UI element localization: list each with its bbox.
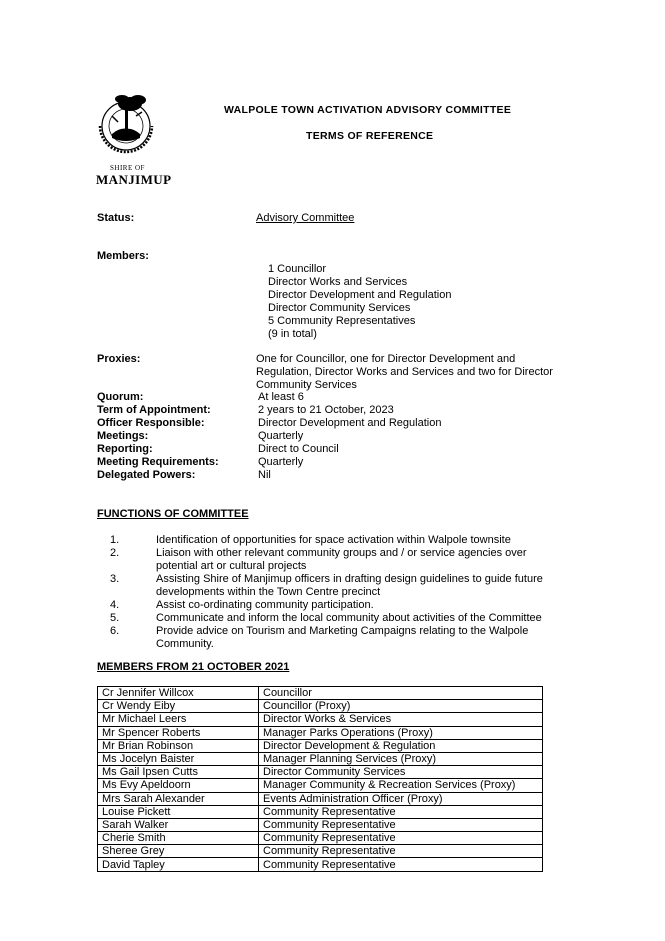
function-number: 6. bbox=[110, 625, 120, 637]
members-table bbox=[97, 686, 543, 872]
meetings-value: Quarterly bbox=[258, 430, 304, 442]
member-name: Louise Pickett bbox=[98, 805, 259, 818]
table-row bbox=[98, 739, 543, 752]
table-row bbox=[98, 805, 543, 818]
table-row bbox=[98, 752, 543, 765]
members-table-heading: MEMBERS FROM 21 OCTOBER 2021 bbox=[97, 661, 290, 673]
meetings-label: Meetings: bbox=[97, 430, 149, 442]
function-item bbox=[110, 625, 550, 651]
member-name: Cr Jennifer Willcox bbox=[98, 687, 259, 700]
member-name: Sarah Walker bbox=[98, 818, 259, 831]
members-label: Members: bbox=[97, 250, 149, 262]
functions-heading: FUNCTIONS OF COMMITTEE bbox=[97, 508, 249, 520]
member-name: Sheree Grey bbox=[98, 845, 259, 858]
proxies-line: Regulation, Director Works and Services and two for Director bbox=[256, 366, 553, 378]
member-role: Community Representative bbox=[259, 805, 543, 818]
function-text: potential art or cultural projects bbox=[156, 560, 307, 572]
member-role: Community Representative bbox=[259, 845, 543, 858]
member-role: Director Works & Services bbox=[259, 713, 543, 726]
table-row bbox=[98, 687, 543, 700]
details-values bbox=[258, 391, 441, 482]
function-text: Identification of opportunities for space activation within Walpole townsite bbox=[156, 534, 511, 546]
table-row bbox=[98, 700, 543, 713]
function-number: 4. bbox=[110, 599, 120, 611]
member-role: Manager Parks Operations (Proxy) bbox=[259, 726, 543, 739]
function-item bbox=[110, 534, 550, 547]
members-item: Director Development and Regulation bbox=[268, 289, 452, 301]
details-labels bbox=[97, 391, 219, 482]
table-row bbox=[98, 832, 543, 845]
shire-logo bbox=[92, 86, 176, 186]
page-title: WALPOLE TOWN ACTIVATION ADVISORY COMMITTEE bbox=[224, 104, 512, 116]
member-role: Councillor (Proxy) bbox=[259, 700, 543, 713]
quorum-value: At least 6 bbox=[258, 391, 304, 403]
table-row bbox=[98, 779, 543, 792]
term-label: Term of Appointment: bbox=[97, 404, 211, 416]
status-value: Advisory Committee bbox=[256, 212, 355, 224]
member-role: Manager Community & Recreation Services (Proxy) bbox=[259, 779, 543, 792]
function-number: 5. bbox=[110, 612, 120, 624]
member-role: Councillor bbox=[259, 687, 543, 700]
member-name: Ms Evy Apeldoorn bbox=[98, 779, 259, 792]
meeting-requirements-value: Quarterly bbox=[258, 456, 304, 468]
member-name: Mr Brian Robinson bbox=[98, 739, 259, 752]
member-role: Director Development & Regulation bbox=[259, 739, 543, 752]
member-role: Director Community Services bbox=[259, 766, 543, 779]
officer-value: Director Development and Regulation bbox=[258, 417, 442, 429]
function-item bbox=[110, 573, 550, 599]
member-name: Cherie Smith bbox=[98, 832, 259, 845]
logo-shire-of-text: SHIRE OF bbox=[110, 164, 145, 172]
table-row bbox=[98, 792, 543, 805]
proxies-line: Community Services bbox=[256, 379, 357, 391]
member-role: Community Representative bbox=[259, 818, 543, 831]
member-name: Mrs Sarah Alexander bbox=[98, 792, 259, 805]
delegated-powers-value: Nil bbox=[258, 469, 271, 481]
status-label: Status: bbox=[97, 212, 135, 224]
table-row bbox=[98, 726, 543, 739]
officer-label: Officer Responsible: bbox=[97, 417, 205, 429]
function-item bbox=[110, 599, 550, 612]
proxies-line: One for Councillor, one for Director Development and bbox=[256, 353, 516, 365]
member-name: Mr Michael Leers bbox=[98, 713, 259, 726]
member-name: Cr Wendy Eiby bbox=[98, 700, 259, 713]
page-subtitle: TERMS OF REFERENCE bbox=[306, 130, 434, 142]
reporting-value: Direct to Council bbox=[258, 443, 339, 455]
member-name: David Tapley bbox=[98, 858, 259, 871]
table-row bbox=[98, 818, 543, 831]
function-number: 1. bbox=[110, 534, 120, 546]
function-text: Communicate and inform the local community about activities of the Committee bbox=[156, 612, 542, 624]
function-item bbox=[110, 547, 550, 573]
members-item: 5 Community Representatives bbox=[268, 315, 416, 327]
member-role: Events Administration Officer (Proxy) bbox=[259, 792, 543, 805]
member-name: Ms Gail Ipsen Cutts bbox=[98, 766, 259, 779]
proxies-label: Proxies: bbox=[97, 353, 141, 365]
member-role: Community Representative bbox=[259, 832, 543, 845]
function-text: Assist co-ordinating community participation. bbox=[156, 599, 374, 611]
members-item: 1 Councillor bbox=[268, 263, 327, 275]
reporting-label: Reporting: bbox=[97, 443, 153, 455]
function-item bbox=[110, 612, 550, 625]
function-text: Assisting Shire of Manjimup officers in drafting design guidelines to guide future bbox=[156, 573, 543, 585]
function-number: 3. bbox=[110, 573, 120, 585]
members-list bbox=[268, 263, 451, 341]
functions-list bbox=[110, 534, 550, 651]
meeting-requirements-label: Meeting Requirements: bbox=[97, 456, 219, 468]
proxies-text bbox=[256, 353, 553, 392]
member-role: Community Representative bbox=[259, 858, 543, 871]
function-text: developments within the Town Centre precinct bbox=[156, 586, 381, 598]
members-item: Director Community Services bbox=[268, 302, 411, 314]
logo-manjimup-text: MANJIMUP bbox=[96, 172, 172, 187]
member-name: Mr Spencer Roberts bbox=[98, 726, 259, 739]
table-row bbox=[98, 858, 543, 871]
table-row bbox=[98, 766, 543, 779]
function-text: Provide advice on Tourism and Marketing Campaigns relating to the Walpole bbox=[156, 625, 529, 637]
member-name: Ms Jocelyn Baister bbox=[98, 752, 259, 765]
members-item: Director Works and Services bbox=[268, 276, 408, 288]
quorum-label: Quorum: bbox=[97, 391, 144, 403]
term-value: 2 years to 21 October, 2023 bbox=[258, 404, 394, 416]
member-role: Manager Planning Services (Proxy) bbox=[259, 752, 543, 765]
function-number: 2. bbox=[110, 547, 120, 559]
table-row bbox=[98, 713, 543, 726]
members-item: (9 in total) bbox=[268, 328, 317, 340]
delegated-powers-label: Delegated Powers: bbox=[97, 469, 196, 481]
function-text: Community. bbox=[156, 638, 214, 650]
function-text: Liaison with other relevant community groups and / or service agencies over bbox=[156, 547, 527, 559]
table-row bbox=[98, 845, 543, 858]
